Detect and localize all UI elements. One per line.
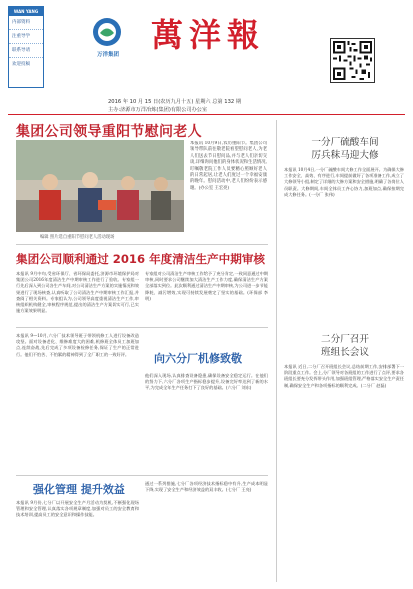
qr-code-icon: [330, 38, 375, 83]
brand-en: WAN YANG: [9, 7, 43, 16]
lead-photo: [16, 140, 184, 232]
audit-headline: 集团公司顺利通过 2016 年度清洁生产中期审核: [16, 252, 266, 266]
sixfen-text-col1: 本报讯 9—10月,六分厂技术领导班子带领机修工人进行设备改造攻坚。面对设备老化、维修难度大的困难,机修班全体员工加班加点,连续奋战,先后完成了多项设备检修任务,保证了生产的正常进行。他们不怕苦、不怕累的精神得到了全厂职工的一致好评。: [16, 333, 139, 357]
audit-text-col1: 本报讯 9月中旬,受省环保厅、省环保局委托,济源市环境保护局对集团公司2016年度清洁生产中期审核工作进行了验收。专家组一行先后深入到公司各生产车间,对公司清洁生产方案的实施情况和效果进行了现场核查,认真听取了公司清洁生产中期审核工作汇报,并查阅了相关资料。专家组认为,公司领导高度重视清洁生产工作,审核组织机构健全,审核程序规范,提出的清洁生产方案切实可行,已实施方案效果明显。: [16, 271, 139, 314]
brief2-text: 本报讯 近日,二分厂召开班组长会议,总结前期工作,安排部署下一阶段重点工作。会上,分厂领导对各班组的工作进行了点评,要求各班组长要充分发挥带头作用,加强班组管理,严格落实安全生产责任制,确保安全生产和各项指标的顺利完成。(二分厂 赵磊): [284, 364, 404, 388]
audit-text-col2: 专家组对公司清洁生产审核工作给予了充分肯定,一致同意通过中期审核,同时要求公司继续加大清洁生产工作力度,确保清洁生产方案全部落实到位。此次顺利通过清洁生产中期审核,为公司进一步节能降耗、减污增效,实现可持续发展奠定了坚实的基础。(环保部 李明): [145, 271, 268, 301]
mgmt-text-col1: 本报讯 9月份,七分厂以开展安全生产月活动为契机,不断强化现场管理和安全管理,认真落实各项规章制度,加强对员工的安全教育和技术培训,提高员工的安全意识和操作技能。: [16, 500, 139, 518]
logo-text: 万洋集团: [96, 52, 119, 58]
host-info: 主办:济源市万洋冶炼(集团)有限公司办公室: [108, 107, 208, 113]
masthead-rule: [8, 114, 405, 115]
company-logo-icon: [91, 16, 123, 48]
menu-item-internal: 内部资料: [9, 16, 43, 30]
divider: [16, 244, 268, 245]
column-divider: [276, 120, 277, 582]
lead-headline: 集团公司领导重阳节慰问老人: [16, 124, 202, 140]
menu-item-submit: 欢迎投稿: [12, 62, 30, 67]
sixfen-text-col2: 他们深入现场,认真排查设备隐患,确保设备安全稳定运行。在他们的努力下,六分厂各项生产指标稳步提升,设备完好率达到了新的水平,为完成全年生产任务打下了良好的基础。(六分厂 刘东): [145, 373, 268, 391]
brief1-headline: 一分厂硫酸车间 厉兵秣马迎大修: [311, 137, 379, 161]
mgmt-text-col2: 通过一系列措施,七分厂各项经济技术指标稳中有升,生产成本明显下降,实现了安全生产和经济效益的双丰收。(七分厂 王亮): [145, 481, 268, 493]
sixfen-headline: 向六分厂机修致敬: [154, 352, 242, 365]
lead-side-text: 本报讯 10月9日,农历重阳节。集团公司领导带队前往敬老院看望慰问老人,为老人们送去节日慰问品,并与老人们亲切交谈,详细询问他们的身体状况和生活情况,叮嘱敬老院工作人员要精心照顾好老人的日常起居,让老人们度过一个幸福安康的晚年。慰问活动中,老人们纷纷表示感谢。(办公室 王宏亮): [190, 141, 267, 191]
brief2-headline: 二分厂召开 班组长会议: [321, 334, 369, 358]
brief1-text: 本报讯 10月4日,一分厂硫酸车间大修工作全面展开。为确保大修工作安全、高效、有序进行,车间提前做好了各项准备工作,成立了大修领导小组,制定了详细的大修方案和安全措施,明确了各岗位人员职责。大修期间,车间全体员工齐心协力,加班加点,确保按期完成大修任务。(一分厂 张伟): [284, 167, 404, 197]
newspaper-title: 萬洋報: [150, 16, 265, 54]
issue-info: 2016 年 10 月 15 日(农历九月十五) 星期六 总第 132 期: [108, 99, 242, 105]
menu-item-contact: 联系导请: [9, 44, 43, 58]
lead-photo-caption: 编辑 照片选自重阳节慰问老人活动现场: [40, 235, 115, 240]
menu-item-guide: 注重导学: [9, 30, 43, 44]
divider: [16, 327, 268, 328]
side-menu-box: [8, 6, 44, 88]
mgmt-headline: 强化管理 提升效益: [33, 483, 125, 496]
divider: [16, 475, 268, 476]
